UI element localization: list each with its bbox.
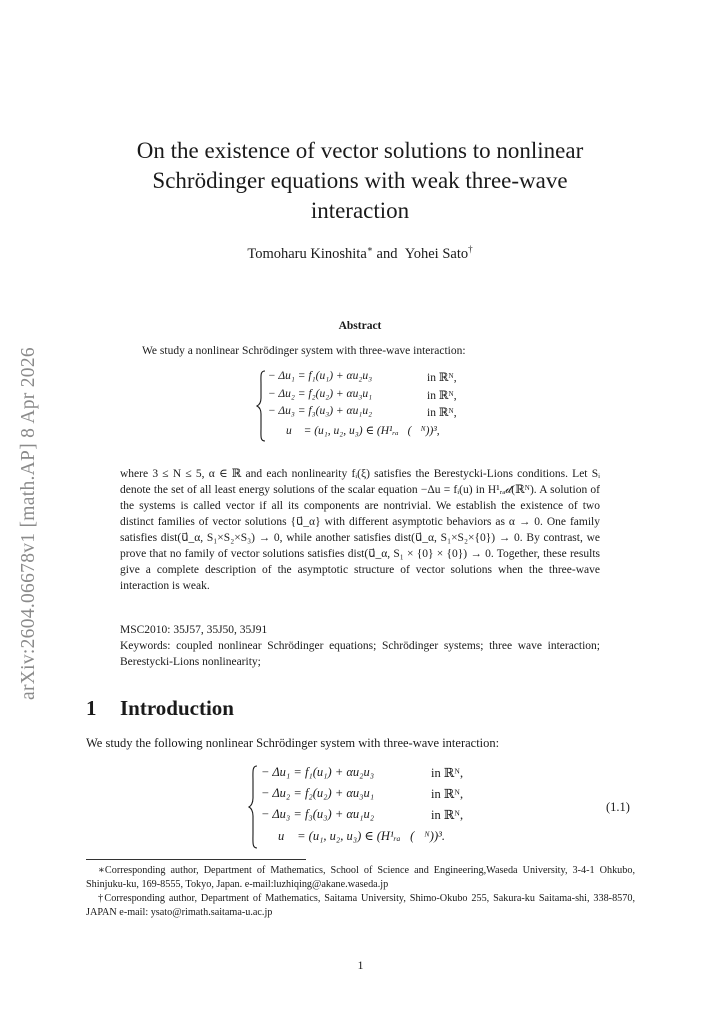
footnote-2: †Corresponding author, Department of Mathematics, Saitama University, Shimo-Okubo 255, Sakura-ku Saitama-shi, 338-8570, JAPAN e-mail: ysato@rimath.saitama-u.ac.jp (86, 893, 635, 918)
section-number: 1 (86, 696, 97, 720)
abstract-body (120, 466, 600, 594)
title-line-1: On the existence of vector solutions to nonlinear (136, 138, 584, 163)
intro-eq-row (248, 786, 508, 807)
title-line-3: interaction (310, 198, 410, 223)
arxiv-watermark: arXiv:2604.06678v1 [math.AP] 8 Apr 2026 (18, 347, 39, 700)
author-line (110, 246, 610, 263)
author-1-footnote-mark: ∗ (366, 244, 373, 255)
domain: in ℝᴺ, (431, 787, 464, 801)
abstract-paragraph: where 3 ≤ N ≤ 5, α ∈ ℝ and each nonlinearity fᵢ(ξ) satisfies the Berestycki-Lions conditions. Let Sᵢ denote the set of all least energy solutions of the scalar equation −Δu = fᵢ(u) in H¹ᵣₐ𝒹(ℝᴺ). A solution of the systems is called vector if all its components are nontrivial. We establish the existence of two distinct families of vector solutions {u⃗_α} with different asymptotic behaviors as α → 0. One family satisfies dist(u⃗_α, S₁×S₂×S₃) → 0, while another satisfies dist(u⃗_α, S₁×S₂×{0}) → 0. By contrast, we prove that no family of vector solutions satisfies dist(u⃗_α, S₁ × {0} × {0}) → 0. Together, these results give a complete description of the asymptotic structure of vector solutions when the three-wave interaction is weak. (120, 468, 600, 592)
equation: u⃗ = (u₁, u₂, u₃) ∈ (H¹ᵣₐ𝒹(ℝᴺ))³. (278, 829, 445, 843)
domain: in ℝᴺ, (427, 372, 457, 384)
intro-equation-system (248, 765, 508, 849)
equation-number: (1.1) (606, 800, 630, 814)
intro-eq-row (248, 828, 508, 849)
abstract-equation-system (256, 370, 506, 442)
abstract-heading: Abstract (338, 320, 382, 332)
domain: in ℝᴺ, (427, 389, 457, 402)
page-number: 1 (357, 958, 364, 972)
domain: in ℝᴺ, (427, 407, 457, 419)
equation: − Δu₃ = f₃(u₃) + αu₁u₂ (261, 807, 375, 821)
intro-eq-row (248, 807, 508, 828)
intro-sentence: We study the following nonlinear Schrödinger system with three-wave interaction: (86, 736, 500, 750)
title-line-2: Schrödinger equations with weak three-wave (152, 168, 568, 193)
equation: − Δu₂ = f₂(u₂) + αu₃u₁ (261, 786, 375, 800)
equation: u⃗ = (u₁, u₂, u₃) ∈ (H¹ᵣₐ𝒹(ℝᴺ))³, (286, 424, 440, 437)
abstract-eq-row (256, 423, 506, 441)
footnote-rule (86, 859, 306, 860)
abstract-eq-row (256, 388, 506, 406)
intro-eq-row (248, 765, 508, 786)
domain: in ℝᴺ, (431, 808, 464, 822)
abstract-eq-row (256, 370, 506, 388)
domain: in ℝᴺ, (431, 766, 464, 780)
msc-codes: MSC2010: 35J57, 35J50, 35J91 (120, 624, 268, 636)
abstract-intro: We study a nonlinear Schrödinger system with three-wave interaction: (142, 345, 466, 357)
paper-title (110, 136, 610, 226)
equation: − Δu₁ = f₁(u₁) + αu₂u₃ (261, 765, 375, 779)
footnote-1: ∗Corresponding author, Department of Mathematics, School of Science and Engineering,Waseda University, 3-4-1 Ohkubo, Shinjuku-ku, 169-8555, Tokyo, Japan. e-mail:luzhiqing@akane.waseda.jp (86, 865, 635, 890)
equation: − Δu₁ = f₁(u₁) + αu₂u₃ (268, 370, 373, 382)
abstract-eq-row (256, 405, 506, 423)
section-title: Introduction (120, 696, 234, 720)
author-kinoshita: Tomoharu Kinoshita (247, 246, 367, 262)
equation: − Δu₂ = f₂(u₂) + αu₃u₁ (268, 387, 373, 400)
equation: − Δu₃ = f₃(u₃) + αu₁u₂ (268, 405, 373, 417)
keywords: Keywords: coupled nonlinear Schrödinger equations; Schrödinger systems; three wave interaction; Berestycki-Lions nonlinearity; (120, 640, 600, 668)
author-connector: and (376, 246, 398, 262)
section-heading (86, 696, 234, 721)
paper-metadata (120, 622, 600, 670)
footnotes (86, 864, 635, 920)
author-2-footnote-mark: † (468, 244, 473, 255)
author-sato: Yohei Sato (404, 246, 469, 262)
